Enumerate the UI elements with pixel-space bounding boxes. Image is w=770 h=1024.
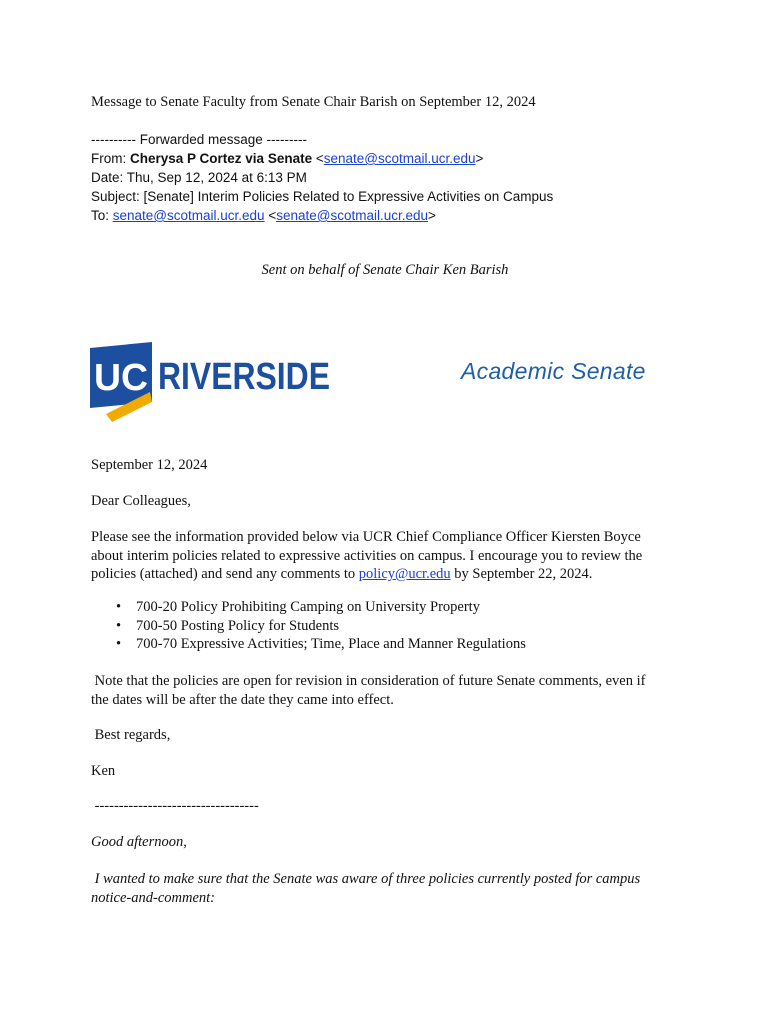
quoted-line: notice-and-comment: xyxy=(91,889,216,906)
lt: < xyxy=(264,208,277,223)
para1-text: policies (attached) and send any comments to xyxy=(91,566,359,582)
bullet-dot: • xyxy=(116,636,122,652)
closing: Best regards, xyxy=(91,727,171,743)
from-label: From: xyxy=(91,151,130,166)
para1-line: about interim policies related to expressive activities on campus. I encourage you to review the xyxy=(91,547,643,564)
logo-uc-text: UC xyxy=(94,357,148,399)
from-line xyxy=(91,149,483,168)
bullet-item: 700-50 Posting Policy for Students xyxy=(136,618,340,634)
para1-line: Please see the information provided below via UCR Chief Compliance Officer Kiersten Boyce xyxy=(91,529,641,545)
sender-email-link[interactable]: senate@scotmail.ucr.edu xyxy=(323,151,476,166)
paragraph-intro xyxy=(91,528,681,584)
lt: < xyxy=(312,151,324,166)
subject-line: Subject: [Senate] Interim Policies Related to Expressive Activities on Campus xyxy=(91,189,554,204)
to-line xyxy=(91,206,436,225)
quoted-paragraph xyxy=(91,870,681,907)
logo-riverside-text: RIVERSIDE xyxy=(158,356,330,398)
to-email-link[interactable]: senate@scotmail.ucr.edu xyxy=(112,208,265,223)
sender-name: Cherysa P Cortez via Senate xyxy=(130,151,313,166)
policy-email-link[interactable]: policy@ucr.edu xyxy=(358,566,451,582)
academic-senate-wordmark: Academic Senate xyxy=(461,358,646,384)
bullet-dot: • xyxy=(116,599,122,615)
to-label: To: xyxy=(91,208,113,223)
divider: ---------------------------------- xyxy=(91,798,259,814)
to-email-link-2[interactable]: senate@scotmail.ucr.edu xyxy=(276,208,428,223)
paragraph-note xyxy=(91,672,681,709)
bullet-item: 700-70 Expressive Activities; Time, Place and Manner Regulations xyxy=(136,636,526,652)
bullet-item: 700-20 Policy Prohibiting Camping on University Property xyxy=(136,599,480,615)
note-line: the dates will be after the date they came into effect. xyxy=(91,691,394,708)
signature: Ken xyxy=(91,763,116,779)
bullet-dot: • xyxy=(116,618,122,634)
forwarded-marker: ---------- Forwarded message --------- xyxy=(91,132,307,147)
date-line: Date: Thu, Sep 12, 2024 at 6:13 PM xyxy=(91,170,307,185)
greeting: Dear Colleagues, xyxy=(91,493,191,509)
note-line: Note that the policies are open for revision in consideration of future Senate comments, even if xyxy=(91,673,646,689)
gt: > xyxy=(475,151,484,166)
gt: > xyxy=(428,208,436,223)
sent-on-behalf xyxy=(0,262,770,279)
sent-on-behalf-text: Sent on behalf of Senate Chair Ken Barish xyxy=(261,262,509,278)
para1-text: by September 22, 2024. xyxy=(450,566,593,582)
letter-date: September 12, 2024 xyxy=(91,457,208,473)
para1-line xyxy=(91,565,681,584)
quoted-line: I wanted to make sure that the Senate was aware of three policies currently posted for campus xyxy=(91,871,641,887)
document-title: Message to Senate Faculty from Senate Chair Barish on September 12, 2024 xyxy=(91,94,536,110)
quoted-greeting: Good afternoon, xyxy=(91,834,187,850)
ucr-logo xyxy=(90,342,335,422)
